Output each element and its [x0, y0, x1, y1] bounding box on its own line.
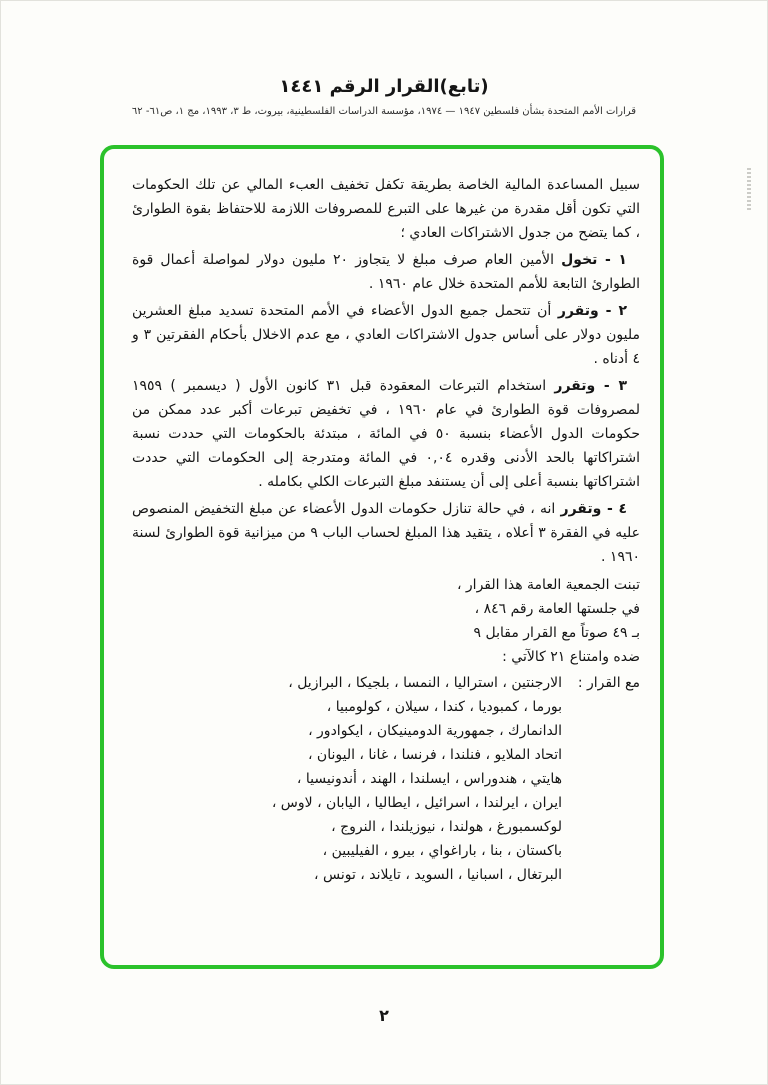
country-line: هايتي ، هندوراس ، ايسلندا ، الهند ، أندونيسيا ، [296, 771, 562, 787]
country-line: الارجنتين ، استراليا ، النمسا ، بلجيكا ، البرازيل ، [288, 675, 562, 691]
edge-watermark [747, 168, 751, 210]
clause-number-lead: ٢ - وتقرر [557, 303, 627, 319]
paragraph: ٣ - وتقرر استخدام التبرعات المعقودة قبل ٣١ كانون الأول ( ديسمبر ) ١٩٥٩ لمصروفات قوة الطوارئ في عام ١٩٦٠ ، في تخفيض تبرعات أكبر عدد ممكن من حكومات الدول الأعضاء بنسبة ٥٠ في المائة ، مبتدئة بالحكومات التي حددت نسبة اشتراكاتها بالحد الأدنى وقدره ٠,٠٤ في المائة ومتدرجة إلى الحكومات التي حددت اشتراكاتها بنسبة أعلى إلى أن يستنفد مبلغ التبرعات الكلي بكامله . [132, 378, 640, 490]
vote-summary-line: تبنت الجمعية العامة هذا القرار ، [456, 577, 640, 593]
country-line: بورما ، كمبوديا ، كندا ، سيلان ، كولومبيا ، [326, 699, 562, 715]
clause-number-lead: ١ - تخول [561, 252, 627, 268]
vote-with-label: مع القرار : [577, 675, 640, 691]
paragraph: ٢ - وتقرر أن تتحمل جميع الدول الأعضاء في الأمم المتحدة تسديد مبلغ العشرين مليون دولار على أساس جدول الاشتراكات العادي ، مع عدم الاخلال بأحكام الفقرتين ٣ و ٤ أدناه . [132, 303, 640, 367]
resolution-body [132, 173, 640, 887]
vote-summary-line: ضده وامتناع ٢١ كالآتي : [502, 649, 640, 665]
page-header [0, 76, 768, 117]
vote-summary [132, 573, 640, 669]
country-line: باكستان ، بنا ، باراغواي ، بيرو ، الفيليبين ، [322, 843, 562, 859]
source-citation-line: قرارات الأمم المتحدة بشأن فلسطين ١٩٤٧ — ١٩٧٤، مؤسسة الدراسات الفلسطينية، بيروت، ط ٣، ١٩٩٣، مج ١، ص٦١- ٦٢ [131, 106, 637, 117]
country-line: لوكسمبورغ ، هولندا ، نيوزيلندا ، النروج ، [331, 819, 562, 835]
resolution-paragraphs [132, 173, 640, 569]
country-line: البرتغال ، اسبانيا ، السويد ، تايلاند ، تونس ، [314, 867, 562, 883]
clause-number-lead: ٣ - وتقرر [554, 378, 627, 394]
paragraph: ١ - تخول الأمين العام صرف مبلغ لا يتجاوز ٢٠ مليون دولار لمواصلة أعمال قوة الطوارئ التابعة للأمم المتحدة خلال عام ١٩٦٠ . [132, 252, 640, 292]
vote-with-block [132, 671, 640, 887]
country-line: ايران ، ايرلندا ، اسرائيل ، ايطاليا ، اليابان ، لاوس ، [271, 795, 562, 811]
page-number: ٢ [379, 1006, 389, 1025]
paragraph: سبيل المساعدة المالية الخاصة بطريقة تكفل تخفيف العبء المالي عن تلك الحكومات التي تكون أقل مقدرة من غيرها على التبرع للمصروفات اللازمة للاحتفاظ بقوة الطوارئ ، كما يتضح من جدول الاشتراكات العادي ؛ [132, 177, 640, 241]
countries-list [132, 671, 562, 887]
vote-summary-line: بـ ٤٩ صوتاً مع القرار مقابل ٩ [473, 625, 640, 641]
page-title: (تابع)القرار الرقم ١٤٤١ [279, 76, 489, 97]
vote-summary-line: في جلستها العامة رقم ٨٤٦ ، [474, 601, 640, 617]
clause-number-lead: ٤ - وتقرر [560, 501, 627, 517]
paragraph: ٤ - وتقرر انه ، في حالة تنازل حكومات الدول الأعضاء عن مبلغ التخفيض المنصوص عليه في الفقرة ٣ أعلاه ، يتقيد هذا المبلغ لحساب الباب ٩ من ميزانية قوة الطوارئ لسنة ١٩٦٠ . [132, 501, 640, 565]
content-border-box [100, 145, 664, 969]
country-line: الدانمارك ، جمهورية الدومينيكان ، ايكوادور ، [308, 723, 562, 739]
country-line: اتحاد الملايو ، فنلندا ، فرنسا ، غانا ، اليونان ، [307, 747, 562, 763]
